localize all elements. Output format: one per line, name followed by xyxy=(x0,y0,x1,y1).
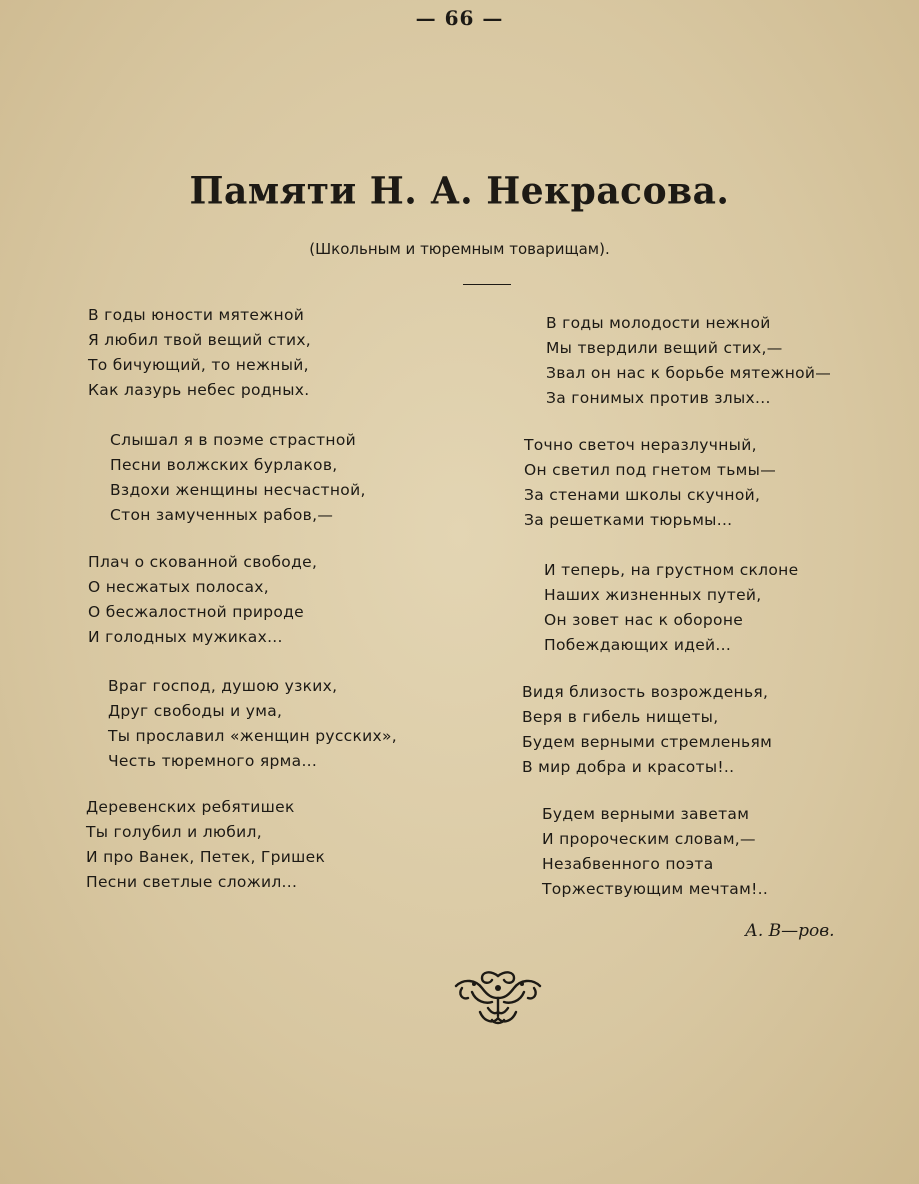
poem-line: За решетками тюрьмы... xyxy=(524,511,733,529)
left-stanza-5 xyxy=(86,795,325,895)
poem-line: Будем верными заветам xyxy=(542,805,750,823)
poem-line: За стенами школы скучной, xyxy=(524,486,761,504)
right-stanza-2 xyxy=(524,433,776,533)
left-stanza-1 xyxy=(88,303,311,403)
poem-line: Слышал я в поэме страстной xyxy=(110,431,357,449)
poem-line: Песни волжских бурлаков, xyxy=(110,456,338,474)
left-stanza-3 xyxy=(88,550,317,650)
poem-line: Вздохи женщины несчастной, xyxy=(110,481,366,499)
poem-line: Веря в гибель нищеты, xyxy=(522,708,719,726)
right-stanza-5 xyxy=(542,802,768,902)
poem-line: Стон замученных рабов,— xyxy=(110,506,334,524)
poem-line: Побеждающих идей... xyxy=(544,636,732,654)
poem-line: Незабвенного поэта xyxy=(542,855,714,873)
poem-line: И про Ванек, Петек, Гришек xyxy=(86,848,326,866)
poem-line: И пророческим словам,— xyxy=(542,830,756,848)
right-stanza-1 xyxy=(546,311,831,411)
poem-line: Мы твердили вещий стих,— xyxy=(546,339,783,357)
poem-line: Честь тюремного ярма... xyxy=(108,752,318,770)
poem-line: Он зовет нас к обороне xyxy=(544,611,744,629)
poem-line: Он светил под гнетом тьмы— xyxy=(524,461,776,479)
left-stanza-2 xyxy=(110,428,366,528)
author-signature: А. В—ров. xyxy=(745,921,835,941)
poem-line: Ты прославил «женщин русских», xyxy=(108,727,397,745)
poem-line: В годы юности мятежной xyxy=(88,306,305,324)
poem-line: И теперь, на грустном склоне xyxy=(544,561,799,579)
poem-line: Точно светоч неразлучный, xyxy=(524,436,757,454)
poem-line: Будем верными стремленьям xyxy=(522,733,773,751)
page-number: — 66 — xyxy=(415,6,504,30)
poem-line: Деревенских ребятишек xyxy=(86,798,295,816)
poem-line: Звал он нас к борьбе мятежной— xyxy=(546,364,832,382)
poem-title: Памяти Н. А. Некрасова. xyxy=(189,168,730,214)
poem-line: Ты голубил и любил, xyxy=(86,823,262,841)
poem-line: То бичующий, то нежный, xyxy=(88,356,309,374)
poem-dedication: (Школьным и тюремным товарищам). xyxy=(309,240,610,258)
decorative-vignette-icon xyxy=(452,968,544,1026)
title-divider xyxy=(463,284,511,285)
poem-line: Враг господ, душою узких, xyxy=(108,677,338,695)
poem-line: Наших жизненных путей, xyxy=(544,586,762,604)
poem-line: О бесжалостной природе xyxy=(88,603,304,621)
left-stanza-4 xyxy=(108,674,397,774)
right-stanza-4 xyxy=(522,680,772,780)
poem-line: О несжатых полосах, xyxy=(88,578,269,596)
poem-line: В годы молодости нежной xyxy=(546,314,771,332)
poem-line: В мир добра и красоты!.. xyxy=(522,758,735,776)
poem-line: Песни светлые сложил... xyxy=(86,873,298,891)
poem-line: Как лазурь небес родных. xyxy=(88,381,310,399)
right-stanza-3 xyxy=(544,558,798,658)
poem-line: Плач о скованной свободе, xyxy=(88,553,318,571)
poem-line: Друг свободы и ума, xyxy=(108,702,283,720)
poem-line: Торжествующим мечтам!.. xyxy=(542,880,769,898)
poem-line: Я любил твой вещий стих, xyxy=(88,331,312,349)
poem-line: И голодных мужиках... xyxy=(88,628,283,646)
poem-line: За гонимых против злых... xyxy=(546,389,771,407)
poem-line: Видя близость возрожденья, xyxy=(522,683,769,701)
